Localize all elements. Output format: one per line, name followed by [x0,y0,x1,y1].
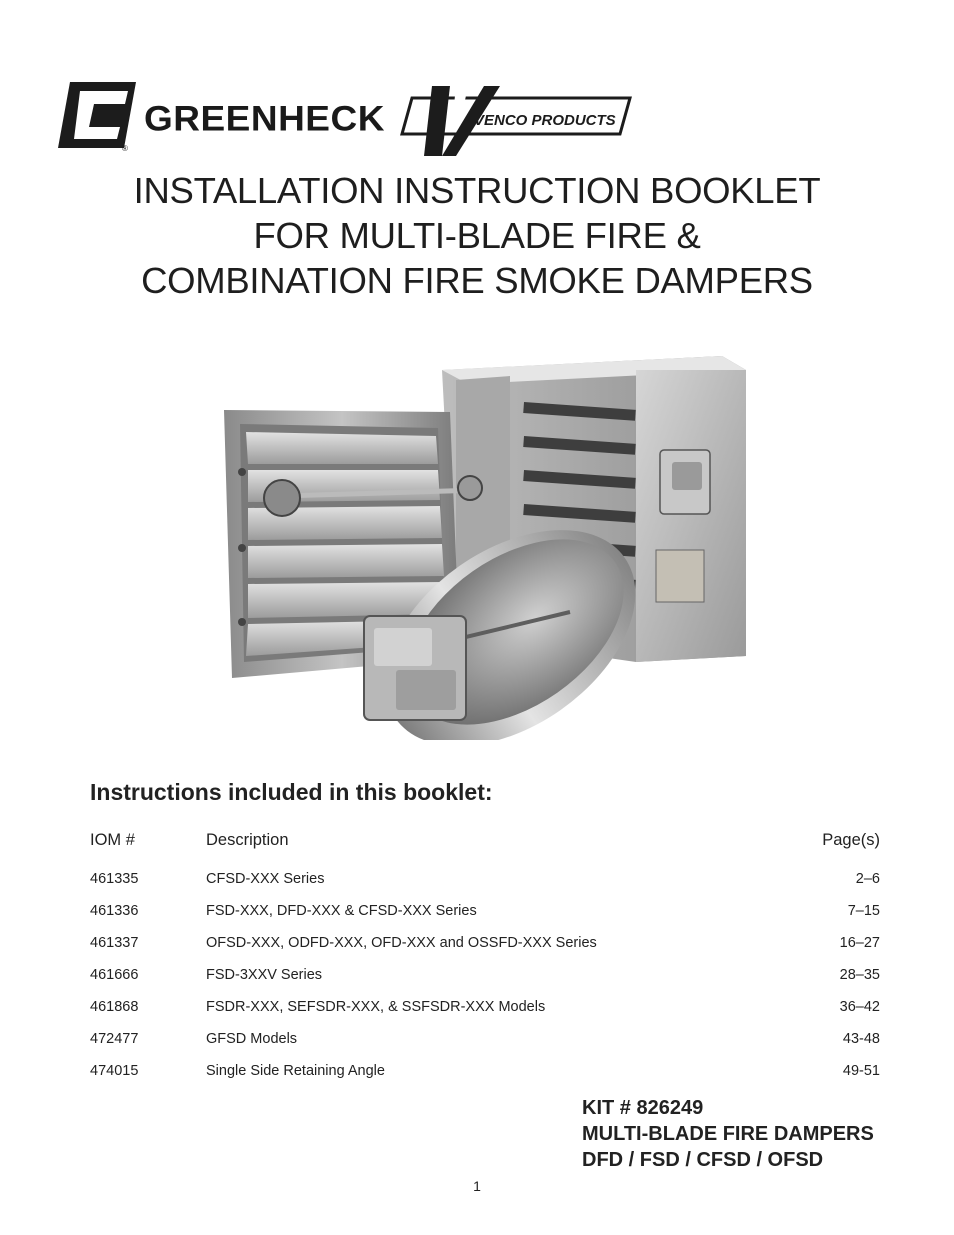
description: CFSD-XXX Series [206,871,325,887]
table-row [90,999,880,1019]
table-row [90,871,880,891]
table-row [90,935,880,955]
column-header-pages: Page(s) [822,831,880,849]
table-row [90,967,880,987]
page-range: 2–6 [855,871,880,887]
kit-info [582,1095,874,1173]
iom-number: 461666 [90,967,139,983]
title-line: FOR MULTI-BLADE FIRE & [253,215,701,256]
iom-number: 461336 [90,903,139,919]
column-header-description: Description [206,831,289,849]
column-header-iom: IOM # [90,831,135,849]
description: FSD-XXX, DFD-XXX & CFSD-XXX Series [206,903,477,919]
greenheck-wordmark: GREENHECK [144,99,385,138]
description: Single Side Retaining Angle [206,1063,385,1079]
page-range: 49-51 [842,1063,880,1079]
table-row [90,1031,880,1051]
kit-line: DFD / FSD / CFSD / OFSD [582,1149,824,1171]
venco-logo-icon [398,84,638,156]
iom-number: 461868 [90,999,139,1015]
section-heading: Instructions included in this booklet: [90,779,493,805]
kit-line: MULTI-BLADE FIRE DAMPERS [582,1123,874,1145]
logo-bar [58,82,658,157]
kit-number: KIT # 826249 [582,1097,704,1119]
page-range: 43-48 [842,1031,880,1047]
page-range: 7–15 [847,903,880,919]
page-number: 1 [473,1178,481,1194]
table-row [90,903,880,923]
iom-number: 461335 [90,871,139,887]
iom-number: 474015 [90,1063,139,1079]
page-title [0,168,954,303]
table-header [90,831,880,853]
description: GFSD Models [206,1031,298,1047]
title-line: INSTALLATION INSTRUCTION BOOKLET [133,170,821,211]
title-line: COMBINATION FIRE SMOKE DAMPERS [141,260,813,301]
svg-text:®: ® [122,144,128,152]
iom-number: 461337 [90,935,139,951]
greenheck-logo-icon [58,82,138,152]
description: FSDR-XXX, SEFSDR-XXX, & SSFSDR-XXX Models [206,999,546,1015]
description: OFSD-XXX, ODFD-XXX, OFD-XXX and OSSFD-XXX Series [206,935,597,951]
damper-product-photo [220,340,760,740]
page-range: 36–42 [839,999,880,1015]
table-row [90,1063,880,1083]
iom-number: 472477 [90,1031,139,1047]
description: FSD-3XXV Series [206,967,323,983]
page-range: 16–27 [839,935,880,951]
page-range: 28–35 [839,967,880,983]
venco-wordmark: VENCO PRODUCTS [474,112,616,129]
